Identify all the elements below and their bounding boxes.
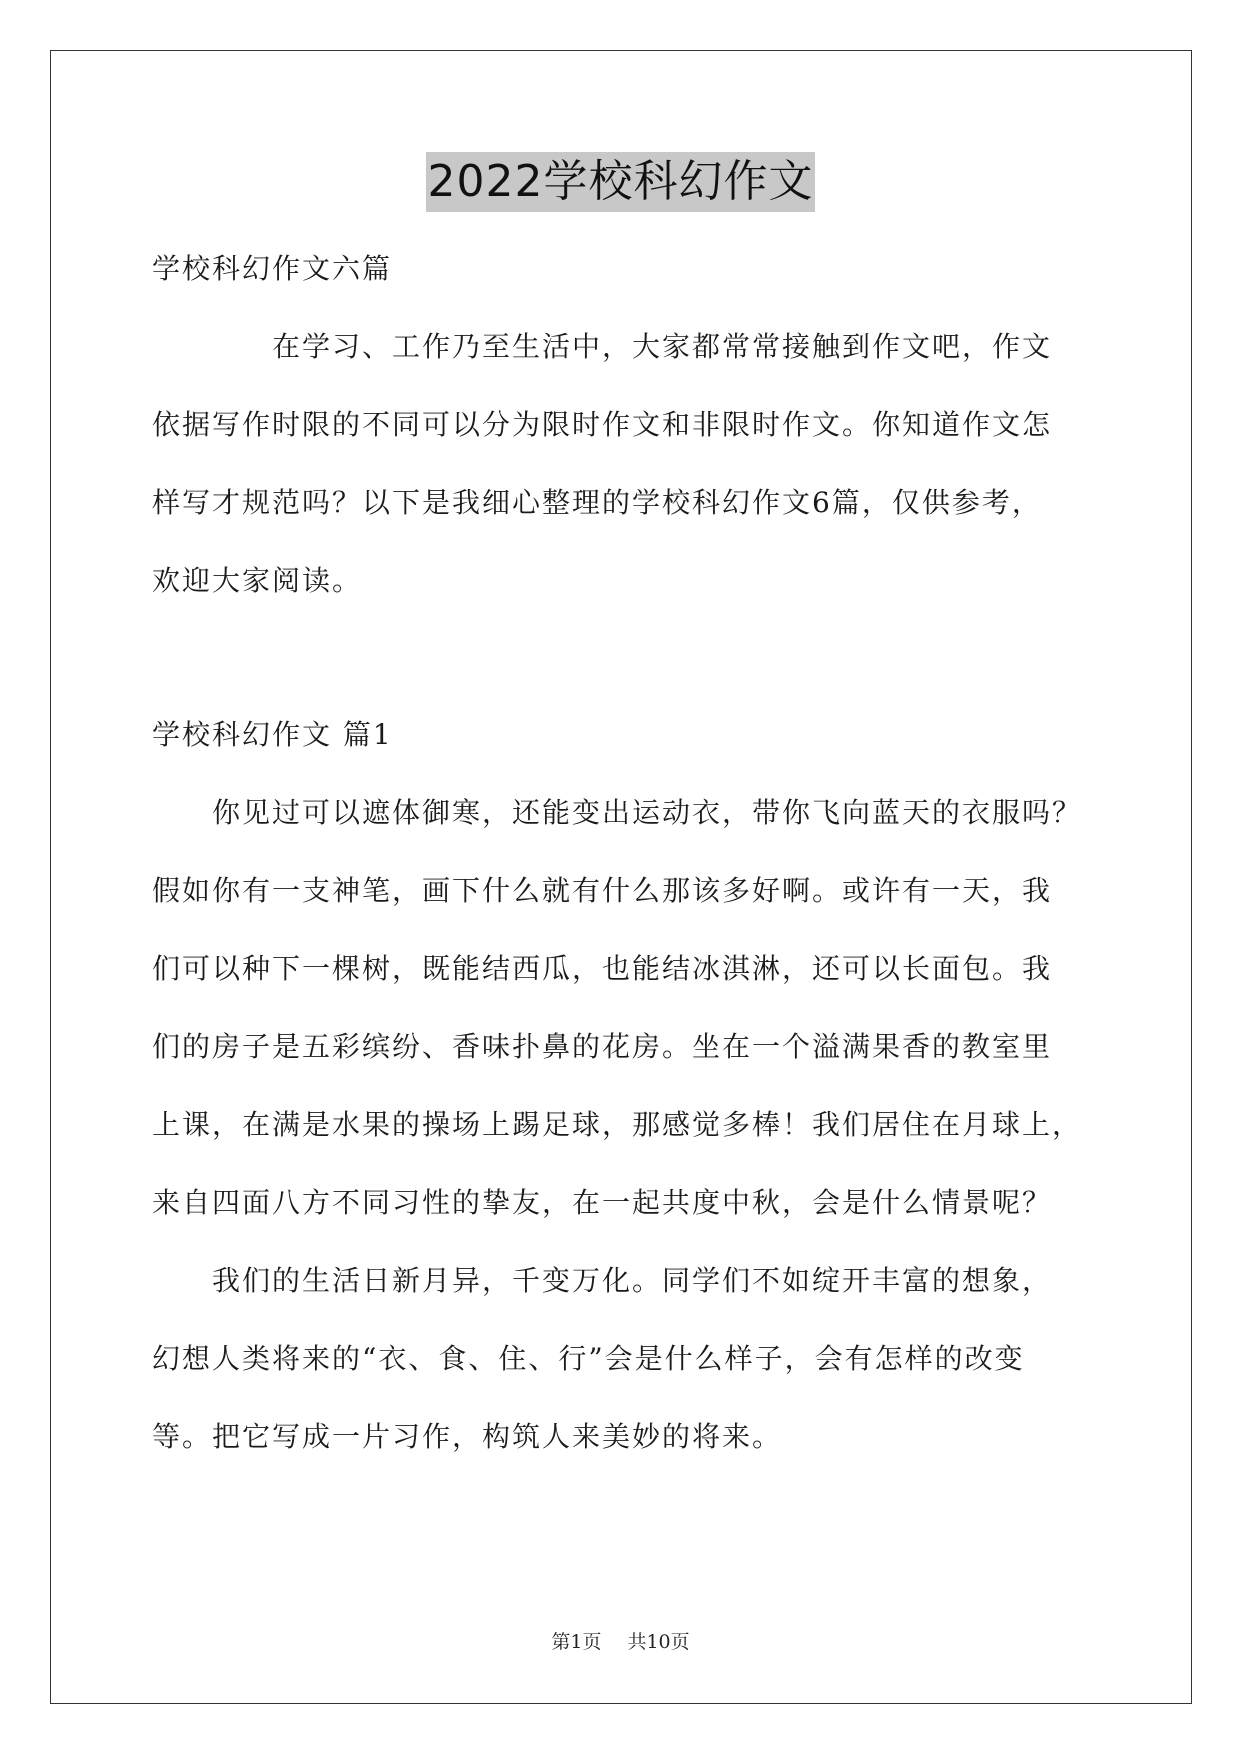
section-line: 们的房子是五彩缤纷、香味扑鼻的花房。坐在一个溢满果香的教室里: [152, 1030, 1053, 1063]
section-line: 你见过可以遮体御寒，还能变出运动衣，带你飞向蓝天的衣服吗？: [152, 796, 1083, 829]
section-line: 等。把它写成一片习作，构筑人来美妙的将来。: [152, 1420, 783, 1453]
total-pages: 共10页: [627, 1631, 690, 1653]
body-line: 样写才规范吗？以下是我细心整理的学校科幻作文6篇，仅供参考，: [152, 486, 1042, 519]
section-heading: 学校科幻作文 篇1: [152, 718, 393, 751]
document-body: [152, 230, 1092, 1476]
section-line: 假如你有一支神笔，画下什么就有什么那该多好啊。或许有一天，我: [152, 874, 1053, 907]
section-line: 幻想人类将来的“衣、食、住、行”会是什么样子，会有怎样的改变: [152, 1342, 1025, 1375]
body-line: 在学习、工作乃至生活中，大家都常常接触到作文吧，作文: [152, 330, 1053, 363]
page-number: 第1页: [551, 1631, 602, 1653]
section-line: 我们的生活日新月异，千变万化。同学们不如绽开丰富的想象，: [152, 1264, 1053, 1297]
section-line: 来自四面八方不同习性的挚友，在一起共度中秋，会是什么情景呢？: [152, 1186, 1053, 1219]
title-wrap: [0, 152, 1241, 212]
page-footer: [0, 1627, 1241, 1654]
body-line: 依据写作时限的不同可以分为限时作文和非限时作文。你知道作文怎: [152, 408, 1053, 441]
body-line: 欢迎大家阅读。: [152, 564, 363, 597]
section-line: 们可以种下一棵树，既能结西瓜，也能结冰淇淋，还可以长面包。我: [152, 952, 1053, 985]
document-title: 2022学校科幻作文: [426, 152, 816, 212]
intro-heading: 学校科幻作文六篇: [152, 252, 393, 285]
section-line: 上课，在满是水果的操场上踢足球，那感觉多棒！我们居住在月球上，: [152, 1108, 1083, 1141]
section-spacer: [152, 620, 1092, 696]
